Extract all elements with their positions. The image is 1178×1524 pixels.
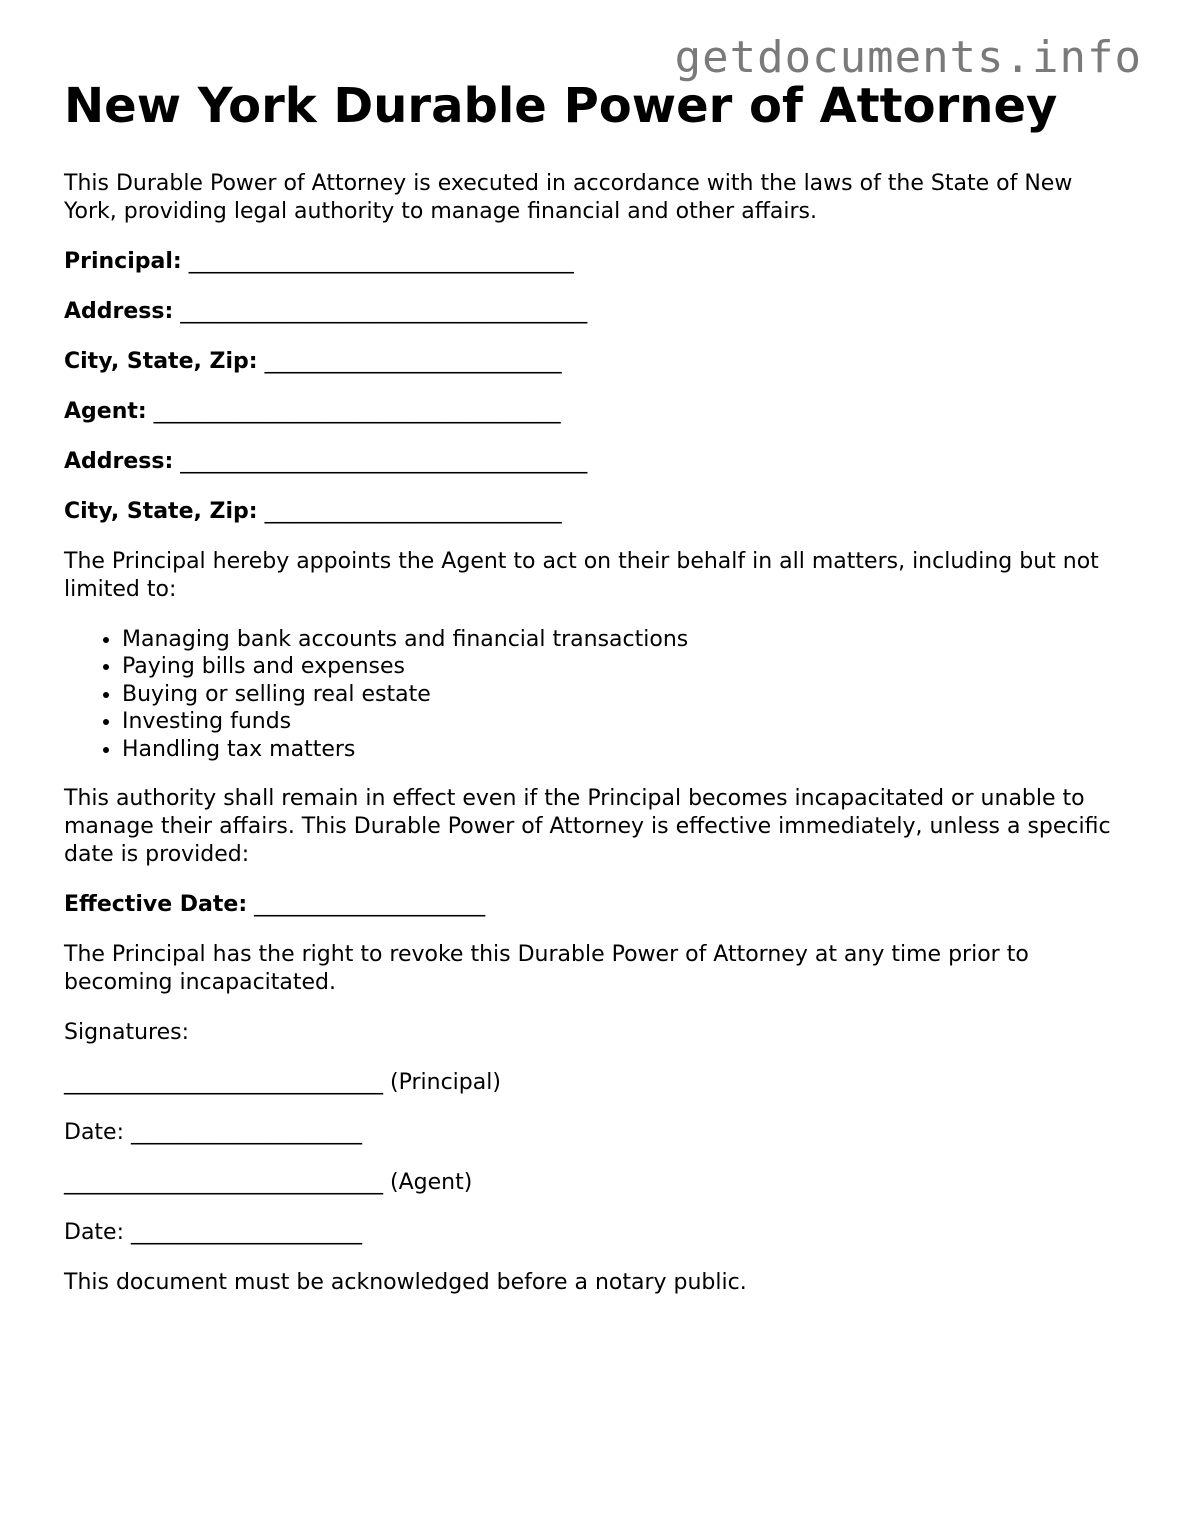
agent-signature-role: (Agent) [390,1170,473,1196]
document-page [64,78,1124,1319]
principal-date-label: Date: [64,1120,124,1146]
agent-address-field[interactable] [64,448,1124,476]
list-item: • Buying or selling real estate [122,681,1124,709]
list-item: • Paying bills and expenses [122,653,1124,681]
principal-label: Principal: [64,248,182,274]
effective-date-blank[interactable]: _____________________ [254,892,486,918]
principal-blank[interactable]: ___________________________________ [188,248,574,274]
list-item: • Investing funds [122,708,1124,736]
principal-city-label: City, State, Zip: [64,348,258,374]
appointment-paragraph: The Principal hereby appoints the Agent to act on their behalf in all matters, including but not limited to: [64,548,1099,602]
notary-paragraph: This document must be acknowledged before a notary public. [64,1270,747,1296]
effective-date-label: Effective Date: [64,892,248,918]
list-item: • Handling tax matters [122,736,1124,764]
effective-date-field[interactable] [64,891,1124,919]
agent-date-label: Date: [64,1220,124,1246]
principal-signature-blank[interactable]: _____________________________ [64,1070,383,1096]
watermark-text: getdocuments.info [674,32,1142,83]
agent-address-label: Address: [64,448,174,474]
agent-field[interactable] [64,398,1124,426]
agent-city-label: City, State, Zip: [64,498,258,524]
agent-label: Agent: [64,398,147,424]
agent-address-blank[interactable]: _____________________________________ [180,448,588,474]
powers-list [64,626,1124,764]
principal-city-field[interactable] [64,348,1124,376]
document-title: New York Durable Power of Attorney [64,78,1058,134]
agent-city-field[interactable] [64,498,1124,526]
list-item: • Managing bank accounts and financial transactions [122,626,1124,654]
principal-address-blank[interactable]: _____________________________________ [180,298,588,324]
agent-date-line[interactable] [64,1219,1124,1247]
principal-city-blank[interactable]: ___________________________ [264,348,562,374]
intro-paragraph: This Durable Power of Attorney is executed in accordance with the laws of the State of New York, providing legal authority to manage financial and other affairs. [64,170,1073,224]
agent-city-blank[interactable]: ___________________________ [264,498,562,524]
revocation-paragraph: The Principal has the right to revoke this Durable Power of Attorney at any time prior to becoming incapacitated. [64,942,1029,996]
durability-paragraph: This authority shall remain in effect even if the Principal becomes incapacitated or unable to manage their affairs. This Durable Power of Attorney is effective immediately, unless a specific date is provided: [64,786,1111,868]
principal-address-field[interactable] [64,298,1124,326]
principal-date-line[interactable] [64,1119,1124,1147]
principal-field[interactable] [64,248,1124,276]
principal-address-label: Address: [64,298,174,324]
agent-date-blank[interactable]: _____________________ [131,1220,362,1246]
signatures-heading: Signatures: [64,1020,190,1046]
agent-signature-blank[interactable]: _____________________________ [64,1170,383,1196]
principal-signature-line[interactable] [64,1069,1124,1097]
agent-signature-line[interactable] [64,1169,1124,1197]
agent-blank[interactable]: _____________________________________ [153,398,561,424]
principal-signature-role: (Principal) [390,1070,501,1096]
principal-date-blank[interactable]: _____________________ [131,1120,362,1146]
